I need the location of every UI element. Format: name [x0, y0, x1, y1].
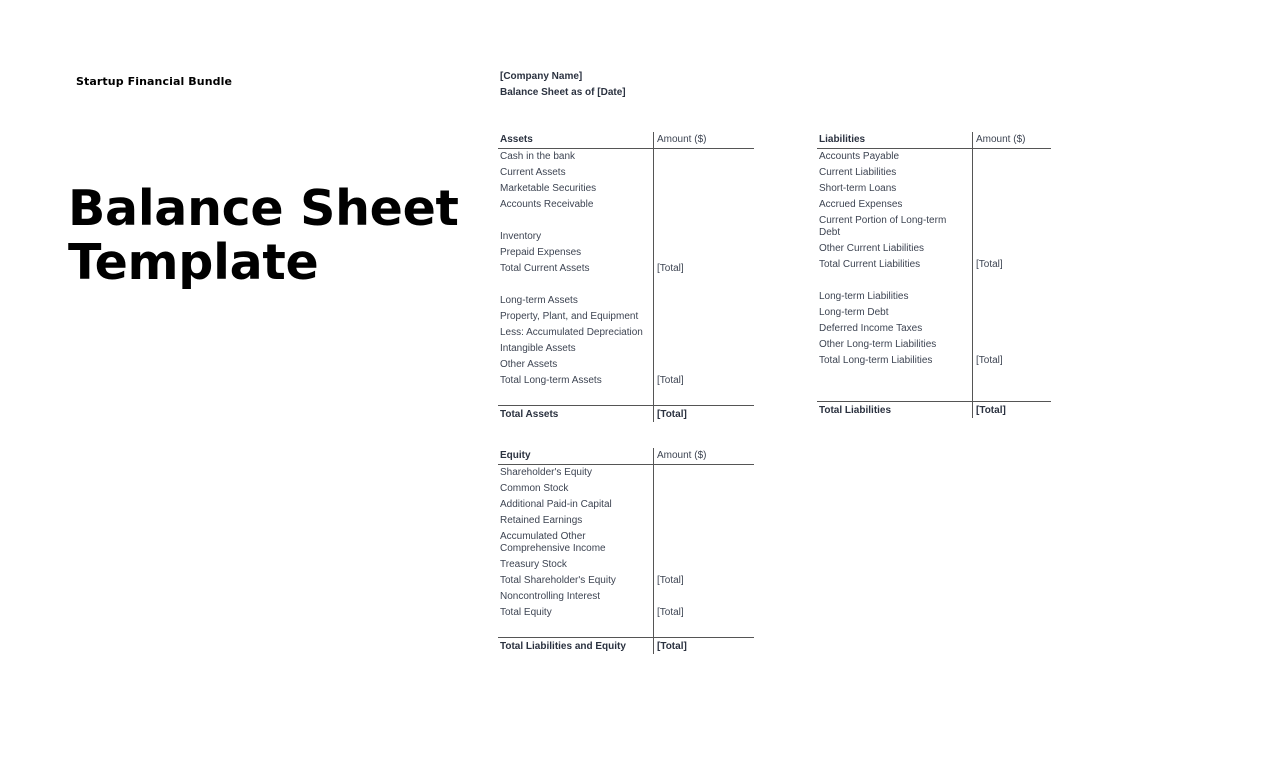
- table-rows: [817, 149, 1051, 401]
- table-row: [498, 309, 754, 325]
- row-label: Current Portion of Long-term Debt: [819, 215, 947, 238]
- row-label: Intangible Assets: [500, 343, 576, 354]
- table-row: [498, 373, 754, 389]
- table-row: [498, 213, 754, 229]
- grand-total-label: Total Assets: [500, 409, 559, 420]
- table-row: [817, 369, 1051, 385]
- table-row: [498, 605, 754, 621]
- row-label: Inventory: [500, 231, 542, 242]
- row-label: Current Liabilities: [819, 167, 897, 178]
- table-row: [817, 385, 1051, 401]
- row-label: Total Current Liabilities: [819, 259, 921, 270]
- grand-total-label: Total Liabilities and Equity: [500, 641, 626, 652]
- row-amount: [Total]: [657, 575, 684, 586]
- table-row: [498, 197, 754, 213]
- row-label: Prepaid Expenses: [500, 247, 582, 258]
- section-header: Liabilities: [819, 134, 866, 145]
- table-row: [817, 257, 1051, 273]
- row-amount: [Total]: [976, 259, 1003, 270]
- table-row: [498, 245, 754, 261]
- row-label: Accounts Receivable: [500, 199, 594, 210]
- table-row: [817, 305, 1051, 321]
- table-row: [498, 589, 754, 605]
- table-row: [498, 293, 754, 309]
- table-rows: [498, 465, 754, 637]
- row-label: Long-term Liabilities: [819, 291, 909, 302]
- amount-header: Amount ($): [657, 450, 707, 461]
- table-row: [498, 557, 754, 573]
- table-row: [498, 277, 754, 293]
- section-header: Assets: [500, 134, 533, 145]
- table-row: [498, 497, 754, 513]
- table-row: [817, 241, 1051, 257]
- table-row: [817, 149, 1051, 165]
- table-row: [498, 357, 754, 373]
- table-row: [817, 165, 1051, 181]
- row-label: Current Assets: [500, 167, 566, 178]
- row-amount: [Total]: [657, 263, 684, 274]
- row-label: Common Stock: [500, 483, 569, 494]
- table-row: [498, 229, 754, 245]
- page-title-line-2: Template: [68, 234, 319, 291]
- table-row: [498, 481, 754, 497]
- table-row: [498, 621, 754, 637]
- table-rows: [498, 149, 754, 405]
- row-label: Total Shareholder's Equity: [500, 575, 616, 586]
- row-label: Total Equity: [500, 607, 552, 618]
- row-label: Other Current Liabilities: [819, 243, 925, 254]
- table-row: [498, 181, 754, 197]
- document-header: [500, 70, 626, 102]
- row-label: Long-term Debt: [819, 307, 889, 318]
- table-row: [498, 261, 754, 277]
- page-title: [68, 182, 459, 290]
- row-label: Treasury Stock: [500, 559, 567, 570]
- grand-total-amount: [Total]: [976, 405, 1006, 416]
- row-label: Other Long-term Liabilities: [819, 339, 937, 350]
- row-label: Other Assets: [500, 359, 558, 370]
- table-row: [817, 213, 1051, 241]
- table-header: [498, 132, 754, 149]
- table-row: [498, 341, 754, 357]
- table-row: [817, 181, 1051, 197]
- row-label: Marketable Securities: [500, 183, 597, 194]
- row-label: Accumulated Other Comprehensive Income: [500, 531, 606, 554]
- amount-header: Amount ($): [976, 134, 1026, 145]
- table-row: [498, 389, 754, 405]
- row-label: Additional Paid-in Capital: [500, 499, 612, 510]
- row-label: Retained Earnings: [500, 515, 583, 526]
- row-label: Shareholder's Equity: [500, 467, 592, 478]
- row-label: Deferred Income Taxes: [819, 323, 923, 334]
- row-label: Less: Accumulated Depreciation: [500, 327, 643, 338]
- row-label: Short-term Loans: [819, 183, 897, 194]
- grand-total-amount: [Total]: [657, 641, 687, 652]
- row-amount: [Total]: [657, 607, 684, 618]
- grand-total-amount: [Total]: [657, 409, 687, 420]
- row-label: Cash in the bank: [500, 151, 576, 162]
- table-row: [817, 353, 1051, 369]
- table-row: [817, 197, 1051, 213]
- row-label: Total Long-term Liabilities: [819, 355, 933, 366]
- liabilities-table: [817, 132, 1051, 418]
- table-row: [498, 529, 754, 557]
- grand-total-row: [817, 401, 1051, 418]
- table-row: [817, 273, 1051, 289]
- table-row: [498, 165, 754, 181]
- table-row: [817, 289, 1051, 305]
- brand-label: Startup Financial Bundle: [76, 75, 233, 88]
- row-label: Total Current Assets: [500, 263, 590, 274]
- table-row: [498, 513, 754, 529]
- assets-table: [498, 132, 754, 422]
- row-amount: [Total]: [976, 355, 1003, 366]
- table-row: [498, 325, 754, 341]
- table-row: [498, 465, 754, 481]
- table-row: [498, 573, 754, 589]
- page-title-line-1: Balance Sheet: [68, 180, 459, 237]
- grand-total-row: [498, 637, 754, 654]
- row-label: Property, Plant, and Equipment: [500, 311, 639, 322]
- row-label: Noncontrolling Interest: [500, 591, 601, 602]
- row-label: Long-term Assets: [500, 295, 578, 306]
- company-name: [Company Name]: [500, 71, 583, 82]
- row-label: Accounts Payable: [819, 151, 900, 162]
- table-row: [817, 321, 1051, 337]
- row-label: Accrued Expenses: [819, 199, 903, 210]
- table-row: [817, 337, 1051, 353]
- grand-total-row: [498, 405, 754, 422]
- row-label: Total Long-term Assets: [500, 375, 602, 386]
- sheet-date-line: Balance Sheet as of [Date]: [500, 87, 626, 98]
- grand-total-label: Total Liabilities: [819, 405, 892, 416]
- row-amount: [Total]: [657, 375, 684, 386]
- section-header: Equity: [500, 450, 531, 461]
- table-header: [817, 132, 1051, 149]
- amount-header: Amount ($): [657, 134, 707, 145]
- table-row: [498, 149, 754, 165]
- table-header: [498, 448, 754, 465]
- equity-table: [498, 448, 754, 654]
